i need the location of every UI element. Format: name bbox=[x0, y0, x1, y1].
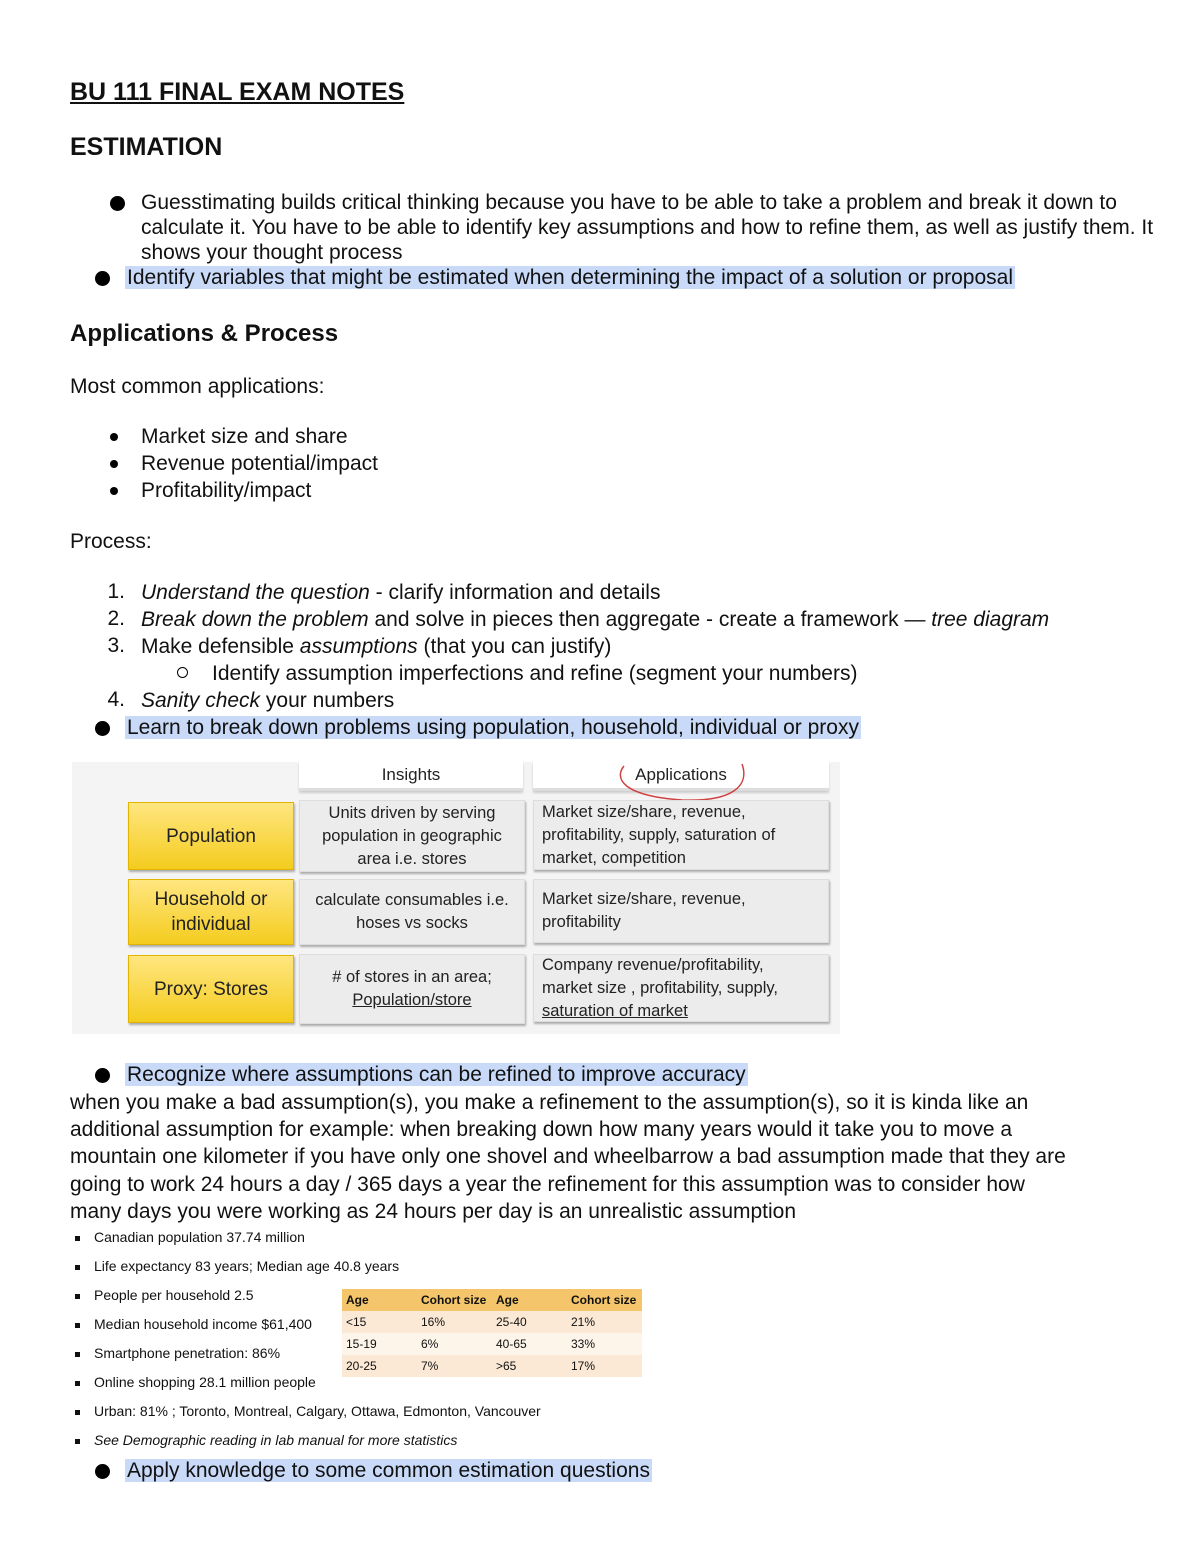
cell-line: saturation of market bbox=[542, 1001, 688, 1020]
text-line: mountain one kilometer if you have only one shovel and wheelbarrow a bad assumption made that they are bbox=[70, 1145, 1066, 1169]
table-cell: Age bbox=[342, 1289, 417, 1311]
estimation-bullet-2 bbox=[125, 265, 1015, 290]
stat-text: Urban: 81% ; Toronto, Montreal, Calgary, Ottawa, Edmonton, Vancouver bbox=[94, 1403, 541, 1419]
bullet-dot bbox=[95, 271, 110, 286]
application-cell bbox=[533, 800, 829, 870]
square-bullet bbox=[75, 1381, 80, 1386]
square-bullet bbox=[75, 1410, 80, 1415]
step-number: 1. bbox=[107, 580, 125, 603]
table-cell: 20-25 bbox=[342, 1355, 417, 1377]
estimation-heading: ESTIMATION bbox=[70, 133, 223, 161]
insight-cell bbox=[299, 879, 525, 945]
step-number: 3. bbox=[107, 634, 125, 657]
stat-item bbox=[75, 1287, 254, 1303]
stat-text: Life expectancy 83 years; Median age 40.8 years bbox=[94, 1258, 400, 1274]
process-sub-step: Identify assumption imperfections and refine (segment your numbers) bbox=[212, 662, 858, 685]
breakdown-bullet bbox=[125, 715, 861, 740]
process-step-3 bbox=[141, 634, 611, 659]
cell-line: profitability bbox=[542, 913, 621, 931]
bullet-dot bbox=[110, 433, 118, 441]
process-step-2 bbox=[141, 607, 1049, 632]
stat-text: Online shopping 28.1 million people bbox=[94, 1374, 316, 1390]
highlighted-text: Learn to break down problems using population, household, individual or proxy bbox=[127, 716, 859, 739]
step-emphasis: tree diagram bbox=[931, 608, 1050, 631]
category-label: Proxy: Stores bbox=[153, 978, 269, 1000]
text-line: when you make a bad assumption(s), you make a refinement to the assumption(s), so it is kinda like an bbox=[70, 1091, 1029, 1114]
stat-text: People per household 2.5 bbox=[94, 1287, 254, 1303]
table-cell: Age bbox=[492, 1289, 567, 1311]
square-bullet bbox=[75, 1439, 80, 1444]
step-text: Make defensible bbox=[141, 635, 300, 658]
table-cell: 15-19 bbox=[342, 1333, 417, 1355]
application-item: Revenue potential/impact bbox=[141, 452, 378, 475]
bullet-dot bbox=[110, 196, 125, 211]
text-line: going to work 24 hours a day / 365 days a year the refinement for this assumption was to consider how bbox=[70, 1172, 1025, 1196]
step-text: (that you can justify) bbox=[417, 635, 612, 658]
text-line: many days you were working as 24 hours per day is an unrealistic assumption bbox=[70, 1199, 797, 1223]
table-header-row bbox=[342, 1289, 642, 1311]
square-bullet bbox=[75, 1352, 80, 1357]
insight-cell bbox=[299, 800, 525, 872]
text-line: additional assumption for example: when breaking down how many years would it take you to move a bbox=[70, 1118, 1013, 1142]
table-cell: 17% bbox=[567, 1355, 642, 1377]
table-cell: 33% bbox=[567, 1333, 642, 1355]
cell-line: calculate consumables i.e. bbox=[315, 891, 509, 909]
step-emphasis: Break down the problem bbox=[141, 608, 369, 631]
stat-item bbox=[75, 1374, 316, 1390]
stat-text: Canadian population 37.74 million bbox=[94, 1229, 305, 1245]
document-title: BU 111 FINAL EXAM NOTES bbox=[70, 78, 405, 106]
refine-bullet bbox=[125, 1062, 748, 1087]
stat-item bbox=[75, 1432, 457, 1448]
bullet-dot bbox=[95, 721, 110, 736]
cohort-table bbox=[342, 1289, 642, 1377]
square-bullet bbox=[75, 1323, 80, 1328]
cell-line: area i.e. stores bbox=[357, 849, 467, 868]
cell-line: market size , profitability, supply, bbox=[542, 978, 778, 997]
step-emphasis: Understand the question bbox=[141, 581, 370, 604]
cell-line: Market size/share, revenue, bbox=[542, 802, 746, 821]
table-cell: <15 bbox=[342, 1311, 417, 1333]
table-row bbox=[342, 1311, 642, 1333]
table-cell: >65 bbox=[492, 1355, 567, 1377]
cell-line: market, competition bbox=[542, 848, 686, 867]
table-cell: Cohort size bbox=[567, 1289, 642, 1311]
table-cell: 40-65 bbox=[492, 1333, 567, 1355]
cell-line: profitability, supply, saturation of bbox=[542, 825, 776, 844]
table-cell: 25-40 bbox=[492, 1311, 567, 1333]
step-text: your numbers bbox=[260, 689, 395, 712]
step-text: - clarify information and details bbox=[369, 581, 661, 604]
table-row bbox=[342, 1355, 642, 1377]
text-line: Guesstimating builds critical thinking because you have to be able to take a problem and break it down to bbox=[141, 191, 1117, 214]
application-cell bbox=[533, 954, 829, 1022]
bullet-dot bbox=[110, 460, 118, 468]
square-bullet bbox=[75, 1294, 80, 1299]
cell-line: # of stores in an area; bbox=[332, 968, 492, 986]
cell-line: hoses vs socks bbox=[356, 914, 468, 932]
cell-line: Population/store bbox=[352, 991, 472, 1009]
cell-line: Units driven by serving bbox=[328, 803, 496, 822]
process-step-1 bbox=[141, 580, 660, 605]
bullet-dot bbox=[110, 487, 118, 495]
applications-intro: Most common applications: bbox=[70, 375, 325, 398]
step-emphasis: Sanity check bbox=[141, 689, 261, 712]
cell-line: population in geographic bbox=[322, 826, 502, 845]
category-household bbox=[128, 879, 294, 945]
table-cell: 21% bbox=[567, 1311, 642, 1333]
stat-text: See Demographic reading in lab manual for more statistics bbox=[94, 1432, 458, 1448]
text-line: calculate it. You have to be able to identify key assumptions and how to refine them, as well as justify them. It bbox=[141, 216, 1154, 239]
cell-line: Company revenue/profitability, bbox=[542, 955, 764, 974]
applications-heading: Applications & Process bbox=[70, 320, 339, 347]
step-number: 2. bbox=[107, 607, 125, 630]
table-row bbox=[342, 1333, 642, 1355]
square-bullet bbox=[75, 1265, 80, 1270]
application-item: Profitability/impact bbox=[141, 479, 312, 502]
category-population bbox=[128, 802, 294, 870]
bullet-dot bbox=[95, 1464, 110, 1479]
insights-header: Insights bbox=[299, 762, 523, 791]
step-text: and solve in pieces then aggregate - create a framework — bbox=[368, 608, 932, 631]
breakdown-diagram bbox=[72, 762, 840, 1034]
highlighted-text: Recognize where assumptions can be refined to improve accuracy bbox=[127, 1063, 746, 1086]
sub-bullet-circle bbox=[177, 667, 188, 678]
refinement-paragraph bbox=[70, 1089, 1066, 1225]
process-label: Process: bbox=[70, 530, 152, 553]
bullet-dot bbox=[95, 1068, 110, 1083]
applications-header-label: Applications bbox=[635, 765, 727, 784]
application-cell bbox=[533, 879, 829, 943]
category-label: individual bbox=[171, 914, 251, 935]
insight-cell bbox=[299, 954, 525, 1024]
category-label: Household or bbox=[154, 889, 268, 910]
category-label: Population bbox=[166, 825, 256, 847]
stat-text: Median household income $61,400 bbox=[94, 1316, 312, 1332]
highlighted-text: Identify variables that might be estimated when determining the impact of a solution or proposal bbox=[127, 266, 1013, 289]
square-bullet bbox=[75, 1236, 80, 1241]
table-cell: 6% bbox=[417, 1333, 492, 1355]
cell-line: Market size/share, revenue, bbox=[542, 890, 746, 908]
text-line: shows your thought process bbox=[141, 241, 403, 264]
category-proxy-stores bbox=[128, 955, 294, 1023]
step-number: 4. bbox=[107, 688, 125, 711]
stat-item bbox=[75, 1258, 399, 1274]
application-item: Market size and share bbox=[141, 425, 348, 448]
step-emphasis: assumptions bbox=[299, 635, 418, 658]
apply-bullet bbox=[125, 1458, 652, 1483]
stat-item bbox=[75, 1229, 305, 1245]
table-cell: 16% bbox=[417, 1311, 492, 1333]
highlighted-text: Apply knowledge to some common estimation questions bbox=[127, 1459, 650, 1482]
table-cell: 7% bbox=[417, 1355, 492, 1377]
stat-text: Smartphone penetration: 86% bbox=[94, 1345, 281, 1361]
table-cell: Cohort size bbox=[417, 1289, 492, 1311]
process-step-4 bbox=[141, 688, 394, 713]
stat-item bbox=[75, 1345, 280, 1361]
estimation-bullet-1 bbox=[141, 190, 1153, 265]
stat-item bbox=[75, 1316, 312, 1332]
stat-item bbox=[75, 1403, 541, 1419]
